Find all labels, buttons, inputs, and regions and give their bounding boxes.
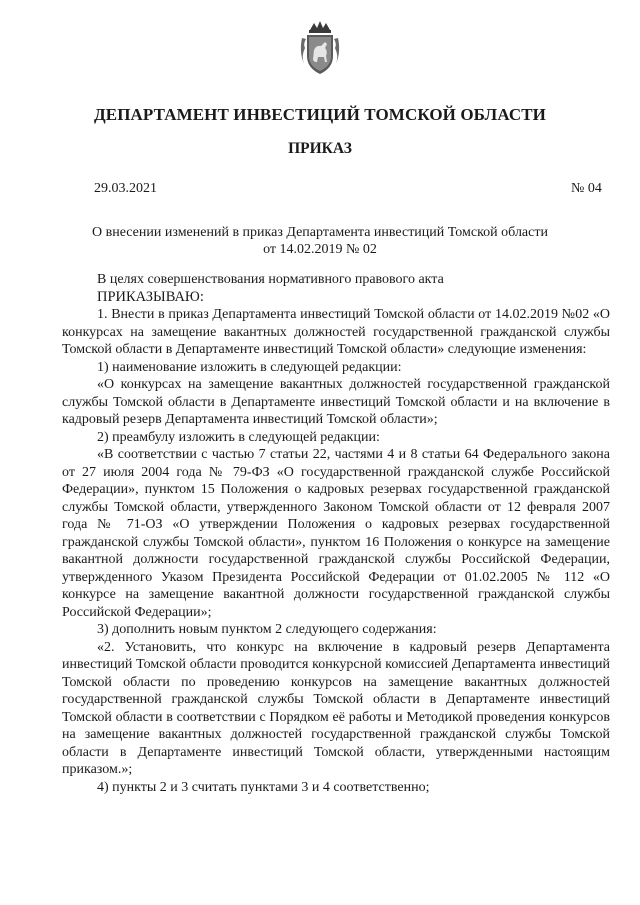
document-type: ПРИКАЗ	[288, 140, 352, 157]
coat-of-arms-icon	[298, 20, 342, 76]
paragraph: 4) пункты 2 и 3 считать пунктами 3 и 4 соответственно;	[97, 779, 430, 795]
order-date: 29.03.2021	[94, 181, 157, 196]
order-body	[62, 271, 610, 796]
department-title: ДЕПАРТАМЕНТ ИНВЕСТИЦИЙ ТОМСКОЙ ОБЛАСТИ	[93, 105, 546, 124]
paragraph: «В соответствии с частью 7 статьи 22, частями 4 и 8 статьи 64 Федерального закона от 27 июля 2004 года № 79-ФЗ «О государственной гражданской службе Российской Федерации», пунктом 15 Положения о кадровых резервах государственной гражданской службы Томской области, утвержденного Законом Томской области от 12 февраля 2007 года № 71-ОЗ «О утверждении Положения о кадровых резервах государственной гражданской службы Томской области», пунктом 16 Положения о конкурсе на замещение вакантной должности государственной гражданской службы Российской Федерации, утвержденного Указом Президента Российской Федерации от 01.02.2005 № 112 «О конкурсе на замещение вакантной должности государственной гражданской службы Российской Федерации»;	[62, 447, 610, 620]
paragraph: «О конкурсах на замещение вакантных должностей государственной гражданской службы Томской области в Департаменте инвестиций Томской области и на включение в кадровый резерв Департамента инвестиций Томской области»;	[62, 377, 610, 427]
order-number: № 04	[571, 181, 602, 196]
paragraph: 1) наименование изложить в следующей редакции:	[97, 359, 402, 375]
preamble: В целях совершенствования нормативного правового акта	[97, 272, 444, 287]
paragraph: 3) дополнить новым пунктом 2 следующего содержания:	[97, 622, 437, 637]
order-subject	[70, 224, 570, 258]
paragraph: 2) преамбулу изложить в следующей редакции:	[97, 429, 380, 445]
subject-line: О внесении изменений в приказ Департамента инвестиций Томской области	[92, 225, 548, 240]
order-word: ПРИКАЗЫВАЮ:	[97, 288, 204, 305]
paragraph: 1. Внести в приказ Департамента инвестиций Томской области от 14.02.2019 №02 «О конкурсах на замещение вакантных должностей государственной гражданской службы Томской области в Департаменте инвестиций Томской области» следующие изменения:	[62, 307, 610, 357]
subject-line: от 14.02.2019 № 02	[263, 242, 377, 257]
paragraph: «2. Установить, что конкурс на включение в кадровый резерв Департамента инвестиций Томской области проводится конкурсной комиссией Департамента инвестиций Томской области по проведению конкурсов на замещение вакантных должностей государственной гражданской службы Томской области в Департаменте инвестиций Томской области в соответствии с Порядком её работы и Методикой проведения конкурсов на замещение вакантных должностей государственной гражданской службы Томской области в Департаменте инвестиций Томской области, утвержденными настоящим приказом.»;	[62, 639, 610, 777]
